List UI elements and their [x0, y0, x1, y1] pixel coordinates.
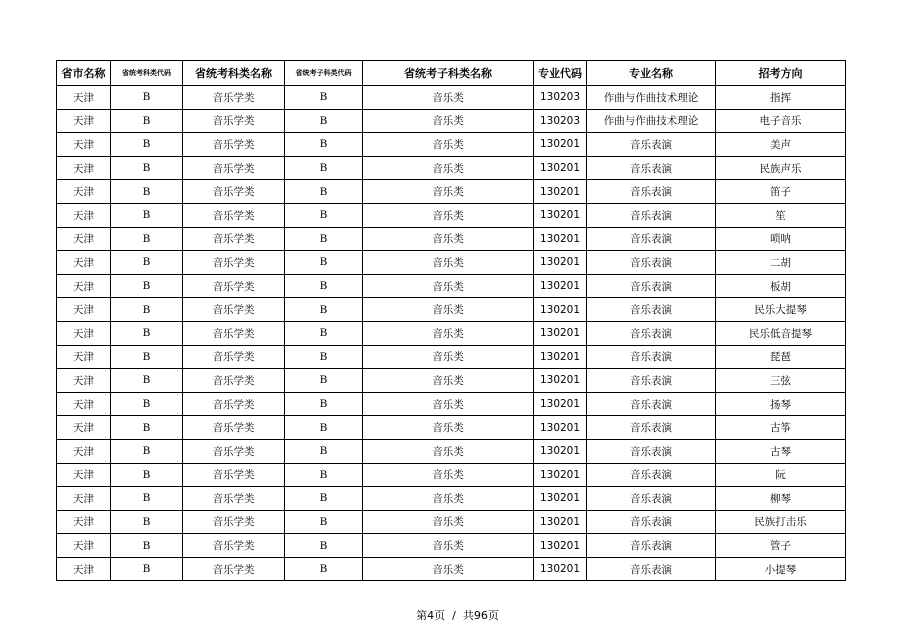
cell-direction: 二胡: [716, 251, 846, 275]
cell-province: 天津: [57, 345, 111, 369]
cell-major-name: 音乐表演: [587, 298, 716, 322]
table-row: [57, 180, 846, 204]
cell-subcategory-name: 音乐类: [363, 203, 534, 227]
cell-province: 天津: [57, 392, 111, 416]
cell-province: 天津: [57, 463, 111, 487]
cell-direction: 美声: [716, 133, 846, 157]
table-row: [57, 251, 846, 275]
cell-direction: 民族声乐: [716, 156, 846, 180]
cell-direction: 古筝: [716, 416, 846, 440]
cell-major-code: 130201: [534, 203, 587, 227]
cell-subcategory-name: 音乐类: [363, 557, 534, 581]
table-row: [57, 298, 846, 322]
cell-subcategory-code: B: [285, 156, 363, 180]
cell-category-name: 音乐学类: [183, 227, 285, 251]
cell-major-name: 音乐表演: [587, 203, 716, 227]
cell-subcategory-code: B: [285, 251, 363, 275]
header-major-name: 专业名称: [587, 61, 716, 86]
page-separator: /: [452, 609, 456, 622]
cell-major-code: 130201: [534, 392, 587, 416]
cell-category-code: B: [111, 345, 183, 369]
cell-major-code: 130201: [534, 534, 587, 558]
cell-major-name: 作曲与作曲技术理论: [587, 86, 716, 110]
cell-category-name: 音乐学类: [183, 463, 285, 487]
cell-province: 天津: [57, 180, 111, 204]
table-row: [57, 463, 846, 487]
cell-direction: 古琴: [716, 439, 846, 463]
cell-subcategory-name: 音乐类: [363, 487, 534, 511]
cell-major-name: 音乐表演: [587, 345, 716, 369]
cell-subcategory-code: B: [285, 557, 363, 581]
cell-direction: 管子: [716, 534, 846, 558]
cell-category-name: 音乐学类: [183, 392, 285, 416]
cell-category-code: B: [111, 510, 183, 534]
cell-direction: 阮: [716, 463, 846, 487]
cell-direction: 笙: [716, 203, 846, 227]
cell-major-name: 音乐表演: [587, 369, 716, 393]
cell-subcategory-code: B: [285, 274, 363, 298]
header-direction: 招考方向: [716, 61, 846, 86]
cell-subcategory-code: B: [285, 298, 363, 322]
cell-major-code: 130201: [534, 439, 587, 463]
cell-major-name: 作曲与作曲技术理论: [587, 109, 716, 133]
cell-category-name: 音乐学类: [183, 534, 285, 558]
cell-category-name: 音乐学类: [183, 439, 285, 463]
cell-major-code: 130201: [534, 227, 587, 251]
cell-direction: 扬琴: [716, 392, 846, 416]
table-row: [57, 369, 846, 393]
table-row: [57, 156, 846, 180]
cell-subcategory-code: B: [285, 109, 363, 133]
table-header-row: [57, 61, 846, 86]
cell-province: 天津: [57, 156, 111, 180]
cell-direction: 板胡: [716, 274, 846, 298]
cell-major-name: 音乐表演: [587, 321, 716, 345]
cell-province: 天津: [57, 274, 111, 298]
cell-subcategory-name: 音乐类: [363, 369, 534, 393]
cell-province: 天津: [57, 86, 111, 110]
cell-subcategory-name: 音乐类: [363, 510, 534, 534]
cell-major-code: 130201: [534, 180, 587, 204]
cell-category-name: 音乐学类: [183, 251, 285, 275]
cell-category-code: B: [111, 251, 183, 275]
cell-category-name: 音乐学类: [183, 109, 285, 133]
table-row: [57, 416, 846, 440]
cell-category-name: 音乐学类: [183, 557, 285, 581]
header-major-code: 专业代码: [534, 61, 587, 86]
cell-category-code: B: [111, 203, 183, 227]
cell-province: 天津: [57, 416, 111, 440]
cell-category-code: B: [111, 298, 183, 322]
cell-subcategory-code: B: [285, 439, 363, 463]
cell-province: 天津: [57, 203, 111, 227]
cell-subcategory-code: B: [285, 345, 363, 369]
cell-major-code: 130201: [534, 274, 587, 298]
cell-major-code: 130201: [534, 133, 587, 157]
cell-category-code: B: [111, 534, 183, 558]
cell-major-code: 130201: [534, 557, 587, 581]
cell-category-code: B: [111, 156, 183, 180]
cell-subcategory-name: 音乐类: [363, 345, 534, 369]
cell-major-name: 音乐表演: [587, 274, 716, 298]
cell-subcategory-name: 音乐类: [363, 463, 534, 487]
cell-category-code: B: [111, 557, 183, 581]
page-footer: [0, 607, 915, 623]
header-subcategory-code: 省统考子科类代码: [285, 61, 363, 86]
table-row: [57, 109, 846, 133]
cell-category-code: B: [111, 463, 183, 487]
cell-province: 天津: [57, 439, 111, 463]
cell-province: 天津: [57, 321, 111, 345]
cell-category-name: 音乐学类: [183, 86, 285, 110]
cell-subcategory-code: B: [285, 203, 363, 227]
table-row: [57, 86, 846, 110]
cell-subcategory-name: 音乐类: [363, 227, 534, 251]
cell-major-name: 音乐表演: [587, 416, 716, 440]
table-row: [57, 510, 846, 534]
cell-direction: 琵琶: [716, 345, 846, 369]
cell-major-name: 音乐表演: [587, 463, 716, 487]
cell-subcategory-code: B: [285, 86, 363, 110]
cell-direction: 小提琴: [716, 557, 846, 581]
cell-province: 天津: [57, 369, 111, 393]
cell-major-name: 音乐表演: [587, 534, 716, 558]
cell-direction: 民乐低音提琴: [716, 321, 846, 345]
cell-province: 天津: [57, 487, 111, 511]
cell-subcategory-name: 音乐类: [363, 156, 534, 180]
cell-subcategory-name: 音乐类: [363, 133, 534, 157]
cell-major-code: 130201: [534, 251, 587, 275]
cell-category-code: B: [111, 439, 183, 463]
cell-subcategory-name: 音乐类: [363, 86, 534, 110]
cell-province: 天津: [57, 510, 111, 534]
cell-category-name: 音乐学类: [183, 133, 285, 157]
cell-category-code: B: [111, 369, 183, 393]
cell-category-name: 音乐学类: [183, 345, 285, 369]
cell-major-code: 130201: [534, 463, 587, 487]
cell-major-name: 音乐表演: [587, 439, 716, 463]
cell-direction: 柳琴: [716, 487, 846, 511]
cell-direction: 唢呐: [716, 227, 846, 251]
cell-major-code: 130203: [534, 86, 587, 110]
cell-major-code: 130201: [534, 487, 587, 511]
cell-subcategory-code: B: [285, 392, 363, 416]
cell-subcategory-code: B: [285, 227, 363, 251]
cell-category-code: B: [111, 86, 183, 110]
cell-direction: 民族打击乐: [716, 510, 846, 534]
cell-direction: 三弦: [716, 369, 846, 393]
cell-major-code: 130201: [534, 321, 587, 345]
cell-subcategory-name: 音乐类: [363, 392, 534, 416]
cell-major-name: 音乐表演: [587, 133, 716, 157]
table-row: [57, 392, 846, 416]
cell-category-code: B: [111, 487, 183, 511]
cell-category-name: 音乐学类: [183, 298, 285, 322]
total-pages: 共96页: [462, 609, 499, 622]
cell-category-name: 音乐学类: [183, 510, 285, 534]
cell-direction: 电子音乐: [716, 109, 846, 133]
table-row: [57, 133, 846, 157]
table-row: [57, 203, 846, 227]
cell-subcategory-name: 音乐类: [363, 416, 534, 440]
cell-subcategory-code: B: [285, 321, 363, 345]
cell-category-name: 音乐学类: [183, 321, 285, 345]
cell-major-name: 音乐表演: [587, 557, 716, 581]
cell-category-name: 音乐学类: [183, 416, 285, 440]
cell-major-code: 130203: [534, 109, 587, 133]
cell-direction: 民乐大提琴: [716, 298, 846, 322]
table-row: [57, 557, 846, 581]
cell-major-name: 音乐表演: [587, 227, 716, 251]
cell-subcategory-code: B: [285, 180, 363, 204]
table-row: [57, 227, 846, 251]
cell-subcategory-name: 音乐类: [363, 109, 534, 133]
cell-category-name: 音乐学类: [183, 203, 285, 227]
table-body: [57, 86, 846, 581]
cell-subcategory-code: B: [285, 133, 363, 157]
cell-category-code: B: [111, 109, 183, 133]
cell-subcategory-name: 音乐类: [363, 298, 534, 322]
cell-major-name: 音乐表演: [587, 392, 716, 416]
cell-subcategory-code: B: [285, 534, 363, 558]
cell-category-name: 音乐学类: [183, 369, 285, 393]
cell-category-code: B: [111, 133, 183, 157]
data-table: [56, 60, 846, 581]
cell-subcategory-code: B: [285, 416, 363, 440]
cell-major-name: 音乐表演: [587, 251, 716, 275]
cell-province: 天津: [57, 133, 111, 157]
cell-subcategory-name: 音乐类: [363, 274, 534, 298]
cell-category-name: 音乐学类: [183, 487, 285, 511]
cell-subcategory-name: 音乐类: [363, 251, 534, 275]
cell-province: 天津: [57, 109, 111, 133]
cell-subcategory-code: B: [285, 369, 363, 393]
cell-major-code: 130201: [534, 156, 587, 180]
cell-category-code: B: [111, 180, 183, 204]
cell-province: 天津: [57, 557, 111, 581]
table-row: [57, 487, 846, 511]
table-row: [57, 534, 846, 558]
cell-province: 天津: [57, 534, 111, 558]
cell-direction: 笛子: [716, 180, 846, 204]
cell-direction: 指挥: [716, 86, 846, 110]
cell-major-name: 音乐表演: [587, 510, 716, 534]
current-page: 第4页: [416, 609, 446, 622]
table-row: [57, 345, 846, 369]
table-row: [57, 274, 846, 298]
cell-category-code: B: [111, 227, 183, 251]
cell-province: 天津: [57, 227, 111, 251]
cell-major-code: 130201: [534, 345, 587, 369]
cell-major-name: 音乐表演: [587, 180, 716, 204]
header-category-name: 省统考科类名称: [183, 61, 285, 86]
cell-subcategory-name: 音乐类: [363, 321, 534, 345]
cell-category-name: 音乐学类: [183, 180, 285, 204]
cell-category-name: 音乐学类: [183, 156, 285, 180]
cell-category-code: B: [111, 321, 183, 345]
table-row: [57, 321, 846, 345]
cell-category-code: B: [111, 416, 183, 440]
header-category-code: 省统考科类代码: [111, 61, 183, 86]
header-province: 省市名称: [57, 61, 111, 86]
cell-major-name: 音乐表演: [587, 156, 716, 180]
cell-subcategory-code: B: [285, 463, 363, 487]
cell-province: 天津: [57, 251, 111, 275]
cell-category-code: B: [111, 274, 183, 298]
cell-major-code: 130201: [534, 416, 587, 440]
cell-major-code: 130201: [534, 510, 587, 534]
table-row: [57, 439, 846, 463]
cell-category-name: 音乐学类: [183, 274, 285, 298]
cell-subcategory-name: 音乐类: [363, 439, 534, 463]
cell-province: 天津: [57, 298, 111, 322]
header-subcategory-name: 省统考子科类名称: [363, 61, 534, 86]
cell-major-code: 130201: [534, 298, 587, 322]
cell-category-code: B: [111, 392, 183, 416]
cell-major-code: 130201: [534, 369, 587, 393]
cell-subcategory-name: 音乐类: [363, 180, 534, 204]
cell-subcategory-code: B: [285, 487, 363, 511]
cell-subcategory-name: 音乐类: [363, 534, 534, 558]
cell-major-name: 音乐表演: [587, 487, 716, 511]
cell-subcategory-code: B: [285, 510, 363, 534]
